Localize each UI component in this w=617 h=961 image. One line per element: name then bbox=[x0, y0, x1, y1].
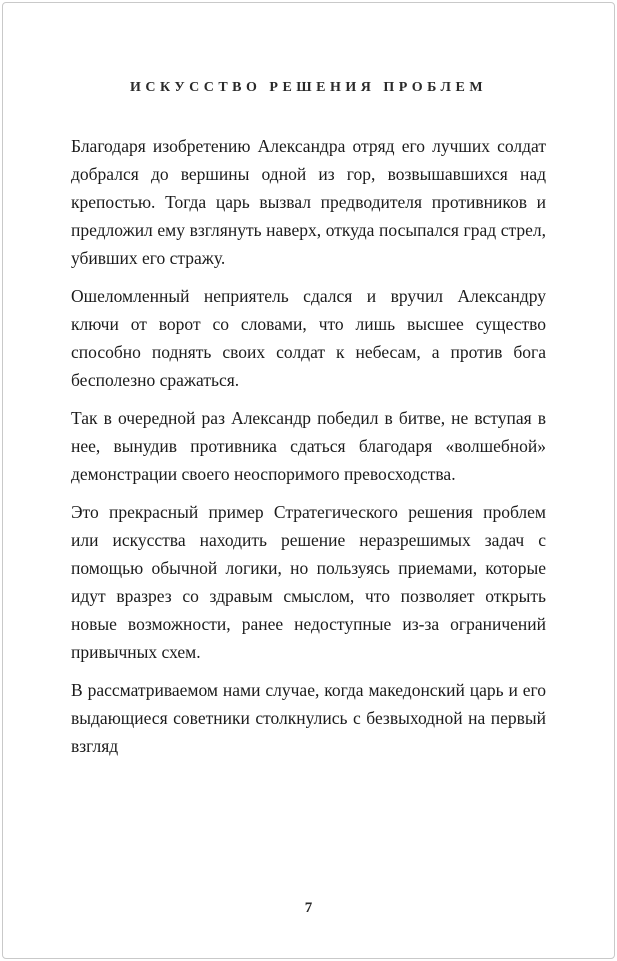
paragraph-5: В рассматриваемом нами случае, когда македонский царь и его выдающиеся советники столкнулись с безвыходной на первый взгляд bbox=[71, 680, 546, 756]
paragraph-4: Это прекрасный пример Стратегического решения проблем или искусства находить решение неразрешимых задач с помощью обычной логики, но пользуясь приемами, которые идут вразрез со здравым смыслом, что позволяет открыть новые возможности, ранее недоступные из-за ограничений привычных схем. bbox=[71, 502, 546, 662]
page-number: 7 bbox=[304, 900, 313, 916]
page-body bbox=[71, 132, 546, 770]
running-head: ИСКУССТВО РЕШЕНИЯ ПРОБЛЕМ bbox=[129, 80, 488, 95]
paragraph-2: Ошеломленный неприятель сдался и вручил Александру ключи от ворот со словами, что лишь высшее существо способно поднять своих солдат к небесам, а против бога бесполезно сражаться. bbox=[71, 286, 546, 390]
paragraph-1: Благодаря изобретению Александра отряд его лучших солдат добрался до вершины одной из гор, возвышавшихся над крепостью. Тогда царь вызвал предводителя противников и предложил ему взглянуть наверх, откуда посыпался град стрел, убивших его стражу. bbox=[71, 136, 546, 268]
paragraph-3: Так в очередной раз Александр победил в битве, не вступая в нее, вынудив противника сдаться благодаря «волшебной» демонстрации своего неоспоримого превосходства. bbox=[71, 408, 546, 484]
